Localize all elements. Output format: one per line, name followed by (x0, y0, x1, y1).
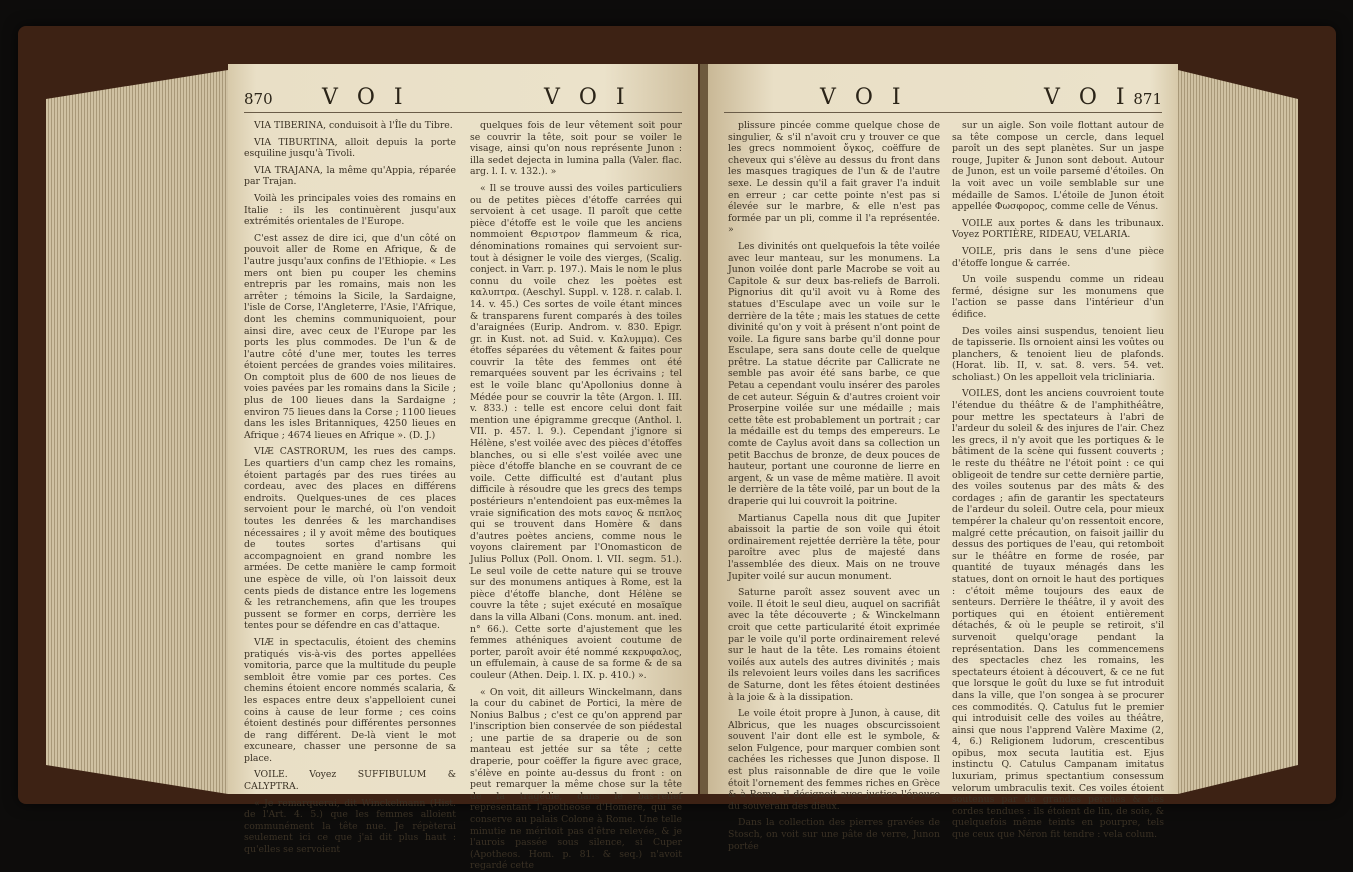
paragraph: VIÆ CASTRORUM, les rues des camps. Les quartiers d'un camp chez les romains, étoient partagés par des rues tirées au cordeau, avec des places en différens endroits. Quelques-unes de ces places servoient pour le marché, où l'on vendoit toutes les denrées & les marchandises nécessaires ; il y avoit même des boutiques de toutes sortes d'artisans qui accompagnoient en grand nombre les armées. De cette manière le camp formoit une espèce de ville, où l'on laissoit deux cents pieds de distance entre les logemens & les retranchemens, afin que les troupes pussent se former en corps, derrière les tentes pour se défendre en cas d'attaque. (244, 446, 456, 632)
text-column (952, 120, 1164, 786)
paragraph: VIÆ in spectaculis, étoient des chemins pratiqués vis-à-vis des portes appellées vomitoria, parce que la multitude du peuple sembloit être vomie par ces portes. Ces chemins étoient encore nommés scalaria, & les espaces entre deux s'appelloient cunei coins à cause de leur forme ; ces coins étoient destinés pour différentes personnes de rang différent. De-là vient le mot excuneare, chasser une personne de sa place. (244, 637, 456, 765)
paragraph: Le voile étoit propre à Junon, à cause, dit Albricus, que les nuages obscurcissoient souvent l'air dont elle est le symbole, & selon Fulgence, pour marquer combien sont cachées les richesses que Junon dispose. Il est plus raisonnable de dire que le voile étoit l'ornement des femmes riches en Grèce & à Rome, il désignoit avec justice l'épouse du souverain des dieux. (728, 708, 940, 812)
paragraph: VIA TRAJANA, la même qu'Appia, réparée par Trajan. (244, 165, 456, 188)
paragraph: Dans la collection des pierres gravées de Stosch, on voit sur une pâte de verre, Junon portée (728, 817, 940, 852)
text-column (470, 120, 682, 786)
paragraph: VOILE, pris dans le sens d'une pièce d'étoffe longue & carrée. (952, 246, 1164, 269)
paragraph: « On voit, dit ailleurs Winckelmann, dans la cour du cabinet de Portici, la mère de Nonius Balbus ; c'est ce qu'on apprend par l'inscription bien conservée de son piédestal ; une partie de sa draperie ou de son manteau est jettée sur sa tête ; cette draperie, pour coëffer la figure avec grace, s'élève en pointe au-dessus du front : on peut remarquer la même chose sur la tête de la tragédie, dans le bas-relief représentant l'apothéose d'Homère, qui se conserve au palais Colone à Rome. Une telle minutie ne méritoit pas d'être relevée, & je l'aurois passée sous silence, si Cuper (Apotheos. Hom. p. 81. & seq.) n'avoit regardé cette (470, 687, 682, 872)
left-page-edges (46, 70, 228, 794)
paragraph: Un voile suspendu comme un rideau fermé, désigne sur les monumens que l'action se passe dans l'intérieur d'un édifice. (952, 274, 1164, 320)
right-page-edges (1178, 70, 1298, 794)
text-column (244, 120, 456, 786)
paragraph: Voilà les principales voies des romains en Italie : ils les continuèrent jusqu'aux extrémités orientales de l'Europe. (244, 193, 456, 228)
page-number: 871 (1133, 90, 1162, 108)
paragraph: Les divinités ont quelquefois la tête voilée avec leur manteau, sur les monumens. La Junon voilée dont parle Macrobe se voit au Capitole & sur deux bas-reliefs de Barroli. Pignorius dit qu'il avoit vu à Rome des statues d'Esculape avec un voile sur le derrière de la tête ; mais les statues de cette divinité qu'on y voit à présent n'ont point de voile. La figure sans barbe qu'il donne pour Esculape, sera sans doute celle de quelque prêtre. La statue décrite par Callicrate ne semble pas avoir été sans barbe, ce que Petau a cependant voulu insérer des paroles de cet auteur. Séguin & d'autres croient voir Proserpine voilée sur une médaille ; mais cette tête est probablement un portrait ; car la médaille est du temps des empereurs. Le comte de Caylus avoit dans sa collection un petit Bacchus de bronze, de deux pouces de hauteur, portant une couronne de lierre en argent, & un vase de même matière. Il avoit le derrière de la tête voilé, par un bout de la draperie qui lui couvroit la poitrine. (728, 241, 940, 508)
right-page (708, 64, 1178, 794)
paragraph: VOILE aux portes & dans les tribunaux. Voyez PORTIÈRE, RIDEAU, VELARIA. (952, 218, 1164, 241)
book-binding (18, 26, 1336, 804)
running-head-right: V O I (1044, 85, 1131, 110)
paragraph: Saturne paroît assez souvent avec un voile. Il étoit le seul dieu, auquel on sacrifiât avec la tête découverte ; & Winckelmann croit que cette particularité étoit exprimée par le voile qu'il porte ordinairement relevé sur le haut de la tête. Les romains étoient voilés aux autels des autres divinités ; mais ils relevoient leurs voiles dans les sacrifices de Saturne, dont les fêtes étoient destinées à la joie & à la dissipation. (728, 587, 940, 703)
paragraph: sur un aigle. Son voile flottant autour de sa tête compose un cercle, dans lequel paroît un des sept planètes. Sur un jaspe rouge, Jupiter & Junon sont debout. Autour de Junon, est un voile parsemé d'étoiles. On la voit avec un voile semblable sur une médaille de Samos. L'étoile de Junon étoit appellée Φωσφορος, comme celle de Vénus. (952, 120, 1164, 213)
paragraph: VOILES, dont les anciens couvroient toute l'étendue du théâtre & de l'amphithéâtre, pour mettre les spectateurs à l'abri de l'ardeur du soleil & des injures de l'air. Chez les grecs, il n'y avoit que les portiques & le bâtiment de la scène qui fussent couverts ; le reste du théâtre ne l'étoit point : ce qui obligeoit de tendre sur cette dernière partie, des voiles soutenus par des mâts & des cordages ; afin de garantir les spectateurs de l'ardeur du soleil. Outre cela, pour mieux tempérer la chaleur qu'on ressentoit encore, malgré cette précaution, on faisoit jaillir du dessus des portiques de l'eau, qui retomboit sur le théâtre en forme de rosée, par quantité de tuyaux ménagés dans les statues, dont on ornoit le haut des portiques : c'étoit même toujours des eaux de senteurs. Derrière le théâtre, il y avoit des portiques qui en étoient entièrement détachés, & où le peuple se retiroit, s'il survenoit quelqu'orage pendant la représentation. Dans les commencemens des spectacles chez les romains, les spectateurs étoient à découvert, & ce ne fut que lorsque le goût du luxe se fut introduit dans la ville, que l'on songea à se procurer ces commodités. Q. Catulus fut le premier qui introduisit celle des voiles au théâtre, ainsi que nous l'apprend Valère Maxime (2, 4, 6.) Religionem ludorum, crescentibus opibus, mox secuta lautitia est. Ejus instinctu Q. Catulus Campanam imitatus luxuriam, primus spectantium consessum velorum umbraculis texit. Ces voiles étoient soutenus par de grandes perches & des cordes tendues : ils étoient de lin, de soie, & quelquefois même teints en pourpre, tels que ceux que Néron fit tendre : vela colum. (952, 388, 1164, 840)
running-head-left: V O I (322, 85, 409, 110)
paragraph: « Il se trouve aussi des voiles particuliers ou de petites pièces d'étoffe carrées qui servoient à cet usage. Il paroît que cette pièce d'étoffe est le voile que les anciens nommoient Θεριστρον flammeum & rica, dénominations romaines qui servoient sur-tout à désigner le voile des vierges, (Scalig. conject. in Varr. p. 197.). Mais le nom le plus connu du voile chez les poètes est καλυπτρα. (Aeschyl. Suppl. v. 128. r. calab. l. 14. v. 45.) Ces sortes de voile étant minces & transparens furent comparés à des toiles d'araignées (Eurip. Androm. v. 830. Epigr. gr. in Kust. not. ad Suid. v. Καλυμμα). Ces étoffes séparées du vêtement & faites pour couvrir la tête des femmes ont été remarquées souvent par les écrivains ; tel est le voile blanc qu'Apollonius donne à Médée pour se couvrir la tête (Argon. l. III. v. 833.) : telle est encore celui dont fait mention une épigramme grecque (Anthol. l. VII. p. 457. l. 9.). Cependant j'ignore si Hélène, s'est voilée avec des pièces d'étoffes blanches, ou si elle s'est voilée avec une pièce d'étoffe blanche en se couvrant de ce voile. Cette difficulté est d'autant plus difficile à résoudre que les grecs des temps postérieurs n'entendoient pas eux-mêmes la vraie signification des mots εανος & πεπλος qui se trouvent dans Homère & dans d'autres poètes anciens, comme nous le voyons clairement par l'Onomasticon de Julius Pollux (Poll. Onom. l. VII. segm. 51.). Le seul voile de cette nature qui se trouve sur des monumens antiques à Rome, est la pièce d'étoffe blanche, dont Hélène se couvre la tête ; sujet exécuté en mosaïque dans la villa Albani (Cons. monum. ant. ined. n° 66.). Cette sorte d'ajustement que les femmes athéniques avoient coutume de porter, paroît avoir été nommé κεκρυφαλος, un effulemain, à cause de sa forme & de sa couleur (Athen. Deip. l. IX. p. 410.) ». (470, 183, 682, 682)
paragraph: Martianus Capella nous dit que Jupiter abaissoit la partie de son voile qui étoit ordinairement rejettée derrière la tête, pour paroître avec plus de majesté dans l'assemblée des dieux. Mais on ne trouve Jupiter voilé sur aucun monument. (728, 513, 940, 583)
paragraph: VOILE. Voyez SUFFIBULUM & CALYPTRA. (244, 769, 456, 792)
left-page (228, 64, 698, 794)
left-page-header (244, 82, 682, 113)
paragraph: VIA TIBERINA, conduisoit à l'Île du Tibre. (244, 120, 456, 132)
paragraph: Des voiles ainsi suspendus, tenoient lieu de tapisserie. Ils ornoient ainsi les voûtes ou planchers, & tenoient lieu de plafonds. (Horat. lib. II, v. sat. 8. vers. 54. vet. scholiast.) On les appelloit vela tricliniaria. (952, 326, 1164, 384)
right-page-header (724, 82, 1162, 113)
paragraph: quelques fois de leur vêtement soit pour se couvrir la tête, soit pour se voiler le visage, ainsi qu'on nous représente Junon : illa sedet dejecta in lumina palla (Valer. flac. arg. l. I. v. 132.). » (470, 120, 682, 178)
paragraph: plissure pincée comme quelque chose de singulier, & s'il n'avoit cru y trouver ce que les grecs nommoient ὄγκος, coëffure de cheveux qui s'élève au dessus du front dans les masques tragiques de l'un & de l'autre sexe. Le dessin qu'il a fait graver l'a induit en erreur ; car cette pointe n'est pas si élevée sur le marbre, & elle n'est pas formée par un pli, comme il l'a représentée. » (728, 120, 940, 236)
paragraph: VIA TIBURTINA, alloit depuis la porte esquiline jusqu'à Tivoli. (244, 137, 456, 160)
paragraph: « Je remarquerai, dit Winckelmann (Hist. de l'Art. 4. 5.) que les femmes alloient communément la tête nue. Je répèterai seulement ici ce que j'ai dit plus haut : qu'elles se servoient (244, 798, 456, 856)
running-head-right: V O I (544, 85, 631, 110)
running-head-left: V O I (820, 85, 907, 110)
book-gutter (700, 64, 708, 794)
paragraph: C'est assez de dire ici, que d'un côté on pouvoit aller de Rome en Afrique, & de l'autre jusqu'aux confins de l'Ethiopie. « Les mers ont bien pu couper les chemins entrepris par les romains, mais non les arrêter ; témoins la Sicile, la Sardaigne, l'isle de Corse, l'Angleterre, l'Asie, l'Afrique, dont les chemins communiquoient, pour ainsi dire, avec ceux de l'Europe par les ports les plus commodes. De l'un & de l'autre côté d'une mer, toutes les terres étoient percées de grandes voies militaires. On comptoit plus de 600 de nos lieues de voies pavées par les romains dans la Sicile ; plus de 100 lieues dans la Sardaigne ; environ 75 lieues dans la Corse ; 1100 lieues dans les isles Britanniques, 4250 lieues en Afrique ; 4674 lieues en Afrique ». (D. J.) (244, 233, 456, 442)
text-column (728, 120, 940, 786)
page-number: 870 (244, 90, 273, 108)
